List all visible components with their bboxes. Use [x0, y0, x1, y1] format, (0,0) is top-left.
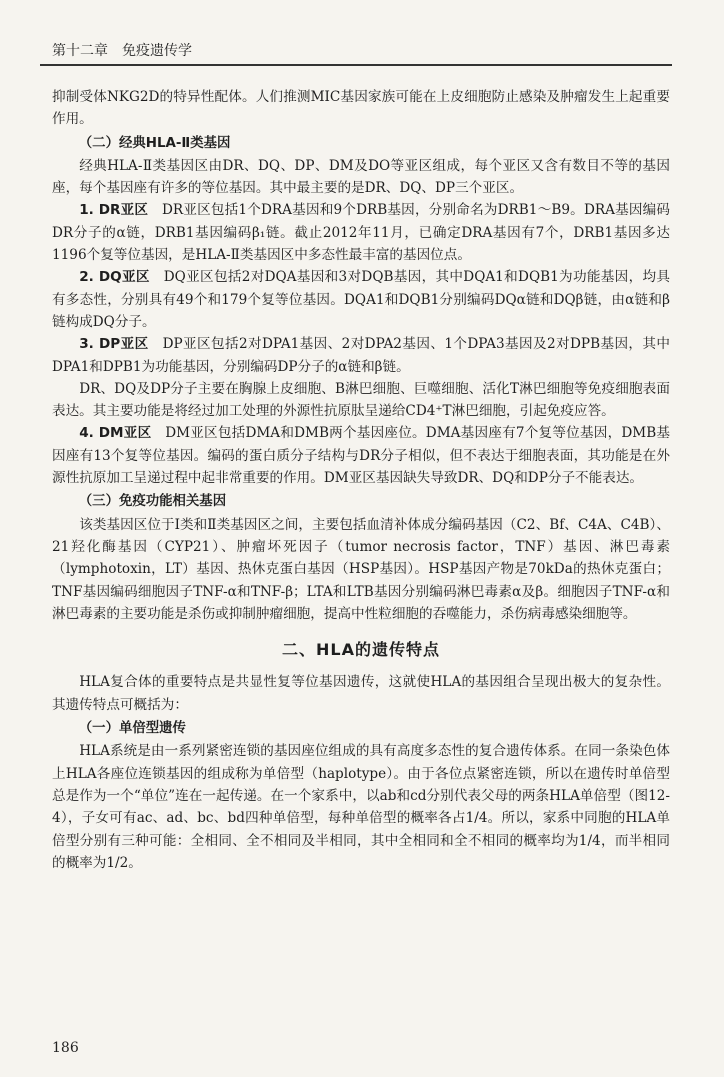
dq-subregion-text: DQ亚区包括2对DQA基因和3对DQB基因，其中DQA1和DQB1为功能基因，均具有多态性，分别具有49个和179个复等位基因。DQA1和DQB1分别编码DQα链和DQβ链，由α链和β链构成DQ分子。: [52, 269, 671, 330]
class-ii-overview-paragraph: 经典HLA-Ⅱ类基因区由DR、DQ、DP、DM及DO等亚区组成，每个亚区又含有数目不等的基因座，每个基因座有许多的等位基因。其中最主要的是DR、DQ、DP三个亚区。: [52, 157, 670, 197]
dr-subregion-label: 1. DR亚区: [79, 202, 149, 219]
haplotype-paragraph: HLA系统是由一系列紧密连锁的基因座位组成的具有高度多态性的复合遗传体系。在同一条染色体上HLA各座位连锁基因的组成称为单倍型（haplotype）。由于各位点紧密连锁，所以在遗传时单倍型总是作为一个“单位”连在一起传递。在一个家系中，以ab和cd分别代表父母的两条HLA单倍型（图12-4），子女可有ac、ad、bc、bd四种单倍型，每种单倍型的概率各占1/4。所以，家系中同胞的HLA单倍型分别有三种可能：全相同、全不相同及半相同，其中全相同和全不相同的概率均为1/4，而半相同的概率为1/2。: [52, 743, 670, 871]
header-rule: [40, 64, 672, 66]
page-number: 186: [52, 1040, 79, 1056]
heading-haplotype: （一）单倍型遗传: [78, 721, 186, 737]
intro-paragraph: 抑制受体NKG2D的特异性配体。人们推测MIC基因家族可能在上皮细胞防止感染及肿瘤发生上起重要作用。: [52, 89, 670, 128]
dp-subregion-paragraph: [52, 333, 670, 378]
running-header: 第十二章 免疫遗传学: [52, 43, 192, 59]
expression-paragraph: DR、DQ及DP分子主要在胸腺上皮细胞、B淋巴细胞、巨噬细胞、活化T淋巴细胞等免疫细胞表面表达。其主要功能是将经过加工处理的外源性抗原肽呈递给CD4⁺T淋巴细胞，引起免疫应答。: [52, 380, 670, 420]
inheritance-intro-paragraph: HLA复合体的重要特点是共显性复等位基因遗传，这就使HLA的基因组合呈现出极大的复杂性。其遗传特点可概括为：: [52, 674, 670, 713]
dr-subregion-paragraph: [52, 199, 670, 266]
page-body: [52, 86, 670, 874]
dp-subregion-text: DP亚区包括2对DPA1基因、2对DPA2基因、1个DPA3基因及2对DPB基因，其中DPA1和DPB1为功能基因，分别编码DP分子的α链和β链。: [52, 336, 671, 375]
heading-immune-genes: （三）免疫功能相关基因: [78, 494, 227, 510]
dp-subregion-label: 3. DP亚区: [79, 336, 149, 353]
dm-subregion-label: 4. DM亚区: [79, 425, 152, 442]
section-heading-hla-inheritance: 二、HLA的遗传特点: [282, 640, 440, 660]
dm-subregion-paragraph: [52, 422, 670, 489]
immune-genes-paragraph: 该类基因区位于Ⅰ类和Ⅱ类基因区之间，主要包括血清补体成分编码基因（C2、Bf、C4A、C4B）、21羟化酶基因（CYP21）、肿瘤坏死因子（tumor necrosis factor，TNF）基因、淋巴毒素（lymphotoxin，LT）基因、热休克蛋白基因（HSP基因）。HSP基因产物是70kDa的热休克蛋白；TNF基因编码细胞因子TNF-α和TNF-β；LTA和LTB基因分别编码淋巴毒素α及β。细胞因子TNF-α和淋巴毒素的主要功能是杀伤或抑制肿瘤细胞，提高中性粒细胞的吞噬能力，杀伤病毒感染细胞等。: [52, 516, 670, 622]
dm-subregion-text: DM亚区包括DMA和DMB两个基因座位。DMA基因座有7个复等位基因，DMB基因座有13个复等位基因。编码的蛋白质分子结构与DR分子相似，但不表达于细胞表面，其功能是在外源性抗原加工呈递过程中起非常重要的作用。DM亚区基因缺失导致DR、DQ和DP分子不能表达。: [52, 425, 671, 487]
dr-subregion-text: DR亚区包括1个DRA基因和9个DRB基因，分别命名为DRB1～B9。DRA基因编码DR分子的α链，DRB1基因编码β₁链。截止2012年11月，已确定DRA基因有7个，DRB1基因多达1196个复等位基因，是HLA-Ⅱ类基因区中多态性最丰富的基因位点。: [52, 202, 670, 264]
dq-subregion-label: 2. DQ亚区: [79, 269, 150, 286]
heading-classic-hla-ii: （二）经典HLA-Ⅱ类基因: [78, 135, 231, 151]
dq-subregion-paragraph: [52, 266, 670, 333]
